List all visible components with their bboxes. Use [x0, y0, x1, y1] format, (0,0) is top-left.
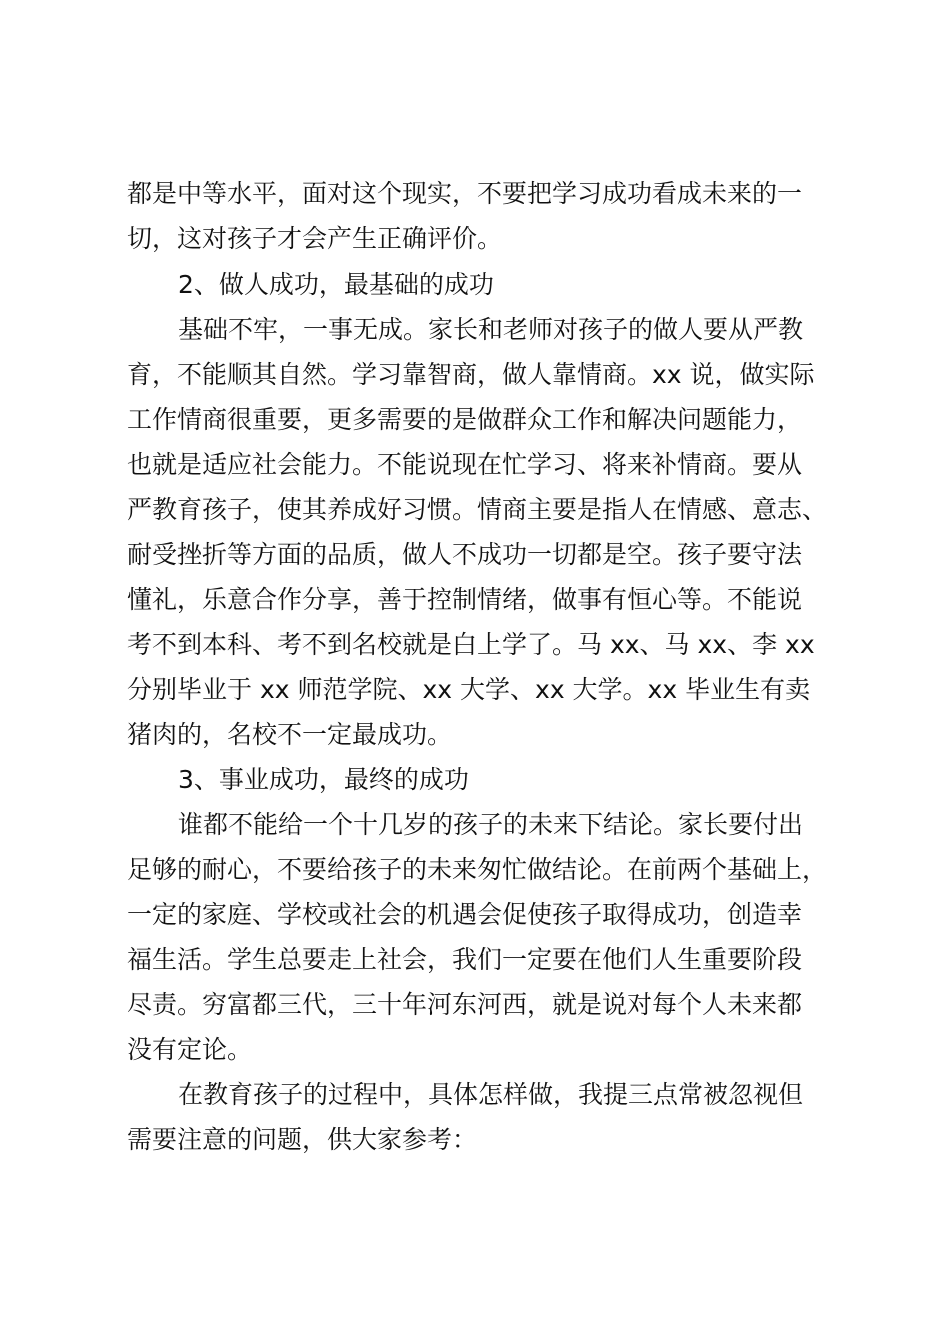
paragraph-line: 需要注意的问题，供大家参考：	[127, 1125, 478, 1154]
paragraph-line: 谁都不能给一个十几岁的孩子的未来下结论。家长要付出	[178, 810, 804, 839]
paragraph-line: 福生活。学生总要走上社会，我们一定要在他们人生重要阶段	[127, 945, 803, 974]
section-heading: 3、事业成功，最终的成功	[178, 765, 469, 794]
paragraph-line: 尽责。穷富都三代，三十年河东河西，就是说对每个人未来都	[127, 990, 803, 1019]
paragraph-line: 没有定论。	[127, 1035, 253, 1064]
paragraph-line: 耐受挫折等方面的品质，做人不成功一切都是空。孩子要守法	[127, 540, 803, 569]
paragraph-line: 严教育孩子，使其养成好习惯。情商主要是指人在情感、意志、	[127, 495, 828, 524]
paragraph-line: 猪肉的，名校不一定最成功。	[127, 720, 453, 749]
paragraph-line: 在教育孩子的过程中，具体怎样做，我提三点常被忽视但	[178, 1080, 804, 1109]
paragraph-line: 都是中等水平，面对这个现实，不要把学习成功看成未来的一	[127, 179, 803, 208]
paragraph-line: 工作情商很重要，更多需要的是做群众工作和解决问题能力，	[127, 405, 803, 434]
paragraph-line: 育，不能顺其自然。学习靠智商，做人靠情商。xx 说，做实际	[127, 360, 815, 389]
paragraph-line: 考不到本科、考不到名校就是白上学了。马 xx、马 xx、李 xx	[127, 630, 815, 659]
paragraph-line: 也就是适应社会能力。不能说现在忙学习、将来补情商。要从	[127, 450, 803, 479]
paragraph-line: 基础不牢，一事无成。家长和老师对孩子的做人要从严教	[178, 315, 804, 344]
section-heading: 2、做人成功，最基础的成功	[178, 270, 494, 299]
paragraph-line: 一定的家庭、学校或社会的机遇会促使孩子取得成功，创造幸	[127, 900, 803, 929]
paragraph-line: 懂礼，乐意合作分享，善于控制情绪，做事有恒心等。不能说	[127, 585, 803, 614]
paragraph-line: 切，这对孩子才会产生正确评价。	[127, 224, 503, 253]
paragraph-line: 分别毕业于 xx 师范学院、xx 大学、xx 大学。xx 毕业生有卖	[127, 675, 811, 704]
paragraph-line: 足够的耐心，不要给孩子的未来匆忙做结论。在前两个基础上，	[127, 855, 828, 884]
